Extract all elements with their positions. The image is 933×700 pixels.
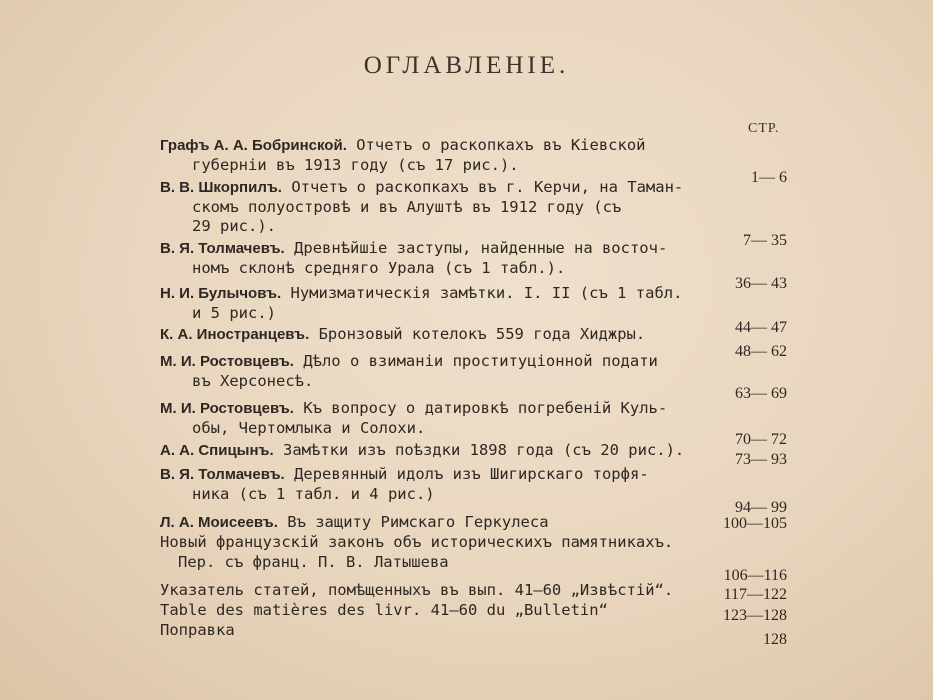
entry-author: Графъ А. А. Бобринской. bbox=[160, 137, 347, 154]
toc-entry-line bbox=[160, 440, 684, 461]
toc-entry-line bbox=[160, 398, 667, 419]
entry-text: Дѣло о взиманіи проституціонной подати bbox=[303, 352, 658, 370]
entry-author: М. И. Ростовцевъ. bbox=[160, 400, 294, 417]
entry-author: Л. А. Моисеевъ. bbox=[160, 514, 278, 531]
page-title: ОГЛАВЛЕНІЕ. bbox=[363, 52, 570, 79]
entry-pages: 100—105 bbox=[723, 515, 787, 532]
entry-pages: 63— 69 bbox=[735, 385, 787, 402]
entry-pages: 70— 72 bbox=[735, 431, 787, 448]
entry-author: В. Я. Толмачевъ. bbox=[160, 466, 285, 483]
toc-entry-line bbox=[160, 177, 683, 198]
entry-pages: 94— 99 bbox=[735, 499, 787, 516]
toc-entry-line bbox=[160, 351, 658, 372]
entry-pages: 106—116 bbox=[723, 567, 787, 584]
toc-entry-line: обы, Чертомлыка и Солохи. bbox=[192, 419, 426, 437]
entry-pages: 73— 93 bbox=[735, 451, 787, 468]
entry-text: Древнѣйшіе заступы, найденные на восточ- bbox=[294, 239, 668, 257]
toc-entry-line: губерніи въ 1913 году (съ 17 рис.). bbox=[192, 156, 519, 174]
toc-entry-line: ника (съ 1 табл. и 4 рис.) bbox=[192, 485, 435, 503]
entry-author: М. И. Ростовцевъ. bbox=[160, 353, 294, 370]
toc-entry-line bbox=[160, 283, 682, 304]
toc-entry-line bbox=[160, 324, 645, 345]
toc-entry-line bbox=[160, 464, 649, 485]
toc-entry-line bbox=[160, 135, 646, 156]
toc-entry-line: и 5 рис.) bbox=[192, 304, 276, 322]
toc-entry-line: Указатель статей, помѣщенныхъ въ вып. 41—60 „Извѣстій“. bbox=[160, 581, 674, 599]
entry-author: В. Я. Толмачевъ. bbox=[160, 240, 285, 257]
entry-pages: 128 bbox=[763, 631, 787, 648]
entry-text: Въ защиту Римскаго Геркулеса bbox=[287, 513, 549, 531]
toc-entry-line: Новый французскій законъ объ историческихъ памятникахъ. bbox=[160, 533, 674, 551]
entry-text: Замѣтки изъ поѣздки 1898 года (съ 20 рис.). bbox=[283, 441, 685, 459]
entry-author: Н. И. Булычовъ. bbox=[160, 285, 282, 302]
entry-author: К. А. Иностранцевъ. bbox=[160, 326, 310, 343]
toc-entry-line: 29 рис.). bbox=[192, 217, 276, 235]
toc-entry-line: скомъ полуостровѣ и въ Алуштѣ въ 1912 году (съ bbox=[192, 198, 622, 216]
entry-author: В. В. Шкорпилъ. bbox=[160, 179, 282, 196]
entry-text: Нумизматическія замѣтки. I. II (съ 1 табл. bbox=[290, 284, 683, 302]
entry-text: Къ вопросу о датировкѣ погребеній Куль- bbox=[303, 399, 668, 417]
pages-column-header: СТР. bbox=[748, 121, 780, 136]
entry-text: Бронзовый котелокъ 559 года Хиджры. bbox=[318, 325, 646, 343]
entry-pages: 7— 35 bbox=[743, 232, 787, 249]
toc-entry-line bbox=[160, 512, 549, 533]
toc-entry-line: въ Херсонесѣ. bbox=[192, 372, 314, 390]
entry-pages: 48— 62 bbox=[735, 343, 787, 360]
toc-entry-line: Table des matières des livr. 41—60 du „Bulletin“ bbox=[160, 601, 608, 619]
entry-pages: 117—122 bbox=[723, 586, 787, 603]
entry-author: А. А. Спицынъ. bbox=[160, 442, 274, 459]
entry-text: Деревянный идолъ изъ Шигирскаго торфя- bbox=[294, 465, 649, 483]
toc-entry-line: Пер. съ франц. П. В. Латышева bbox=[178, 553, 449, 571]
toc-entry-line bbox=[160, 238, 667, 259]
entry-text: Отчетъ о раскопкахъ въ г. Керчи, на Таман- bbox=[291, 178, 684, 196]
entry-text: Отчетъ о раскопкахъ въ Кіевской bbox=[356, 136, 646, 154]
entry-pages: 36— 43 bbox=[735, 275, 787, 292]
entry-pages: 123—128 bbox=[723, 607, 787, 624]
toc-entry-line: номъ склонѣ средняго Урала (съ 1 табл.). bbox=[192, 259, 566, 277]
toc-entry-line: Поправка bbox=[160, 621, 235, 639]
entry-pages: 1— 6 bbox=[751, 169, 787, 186]
entry-pages: 44— 47 bbox=[735, 319, 787, 336]
